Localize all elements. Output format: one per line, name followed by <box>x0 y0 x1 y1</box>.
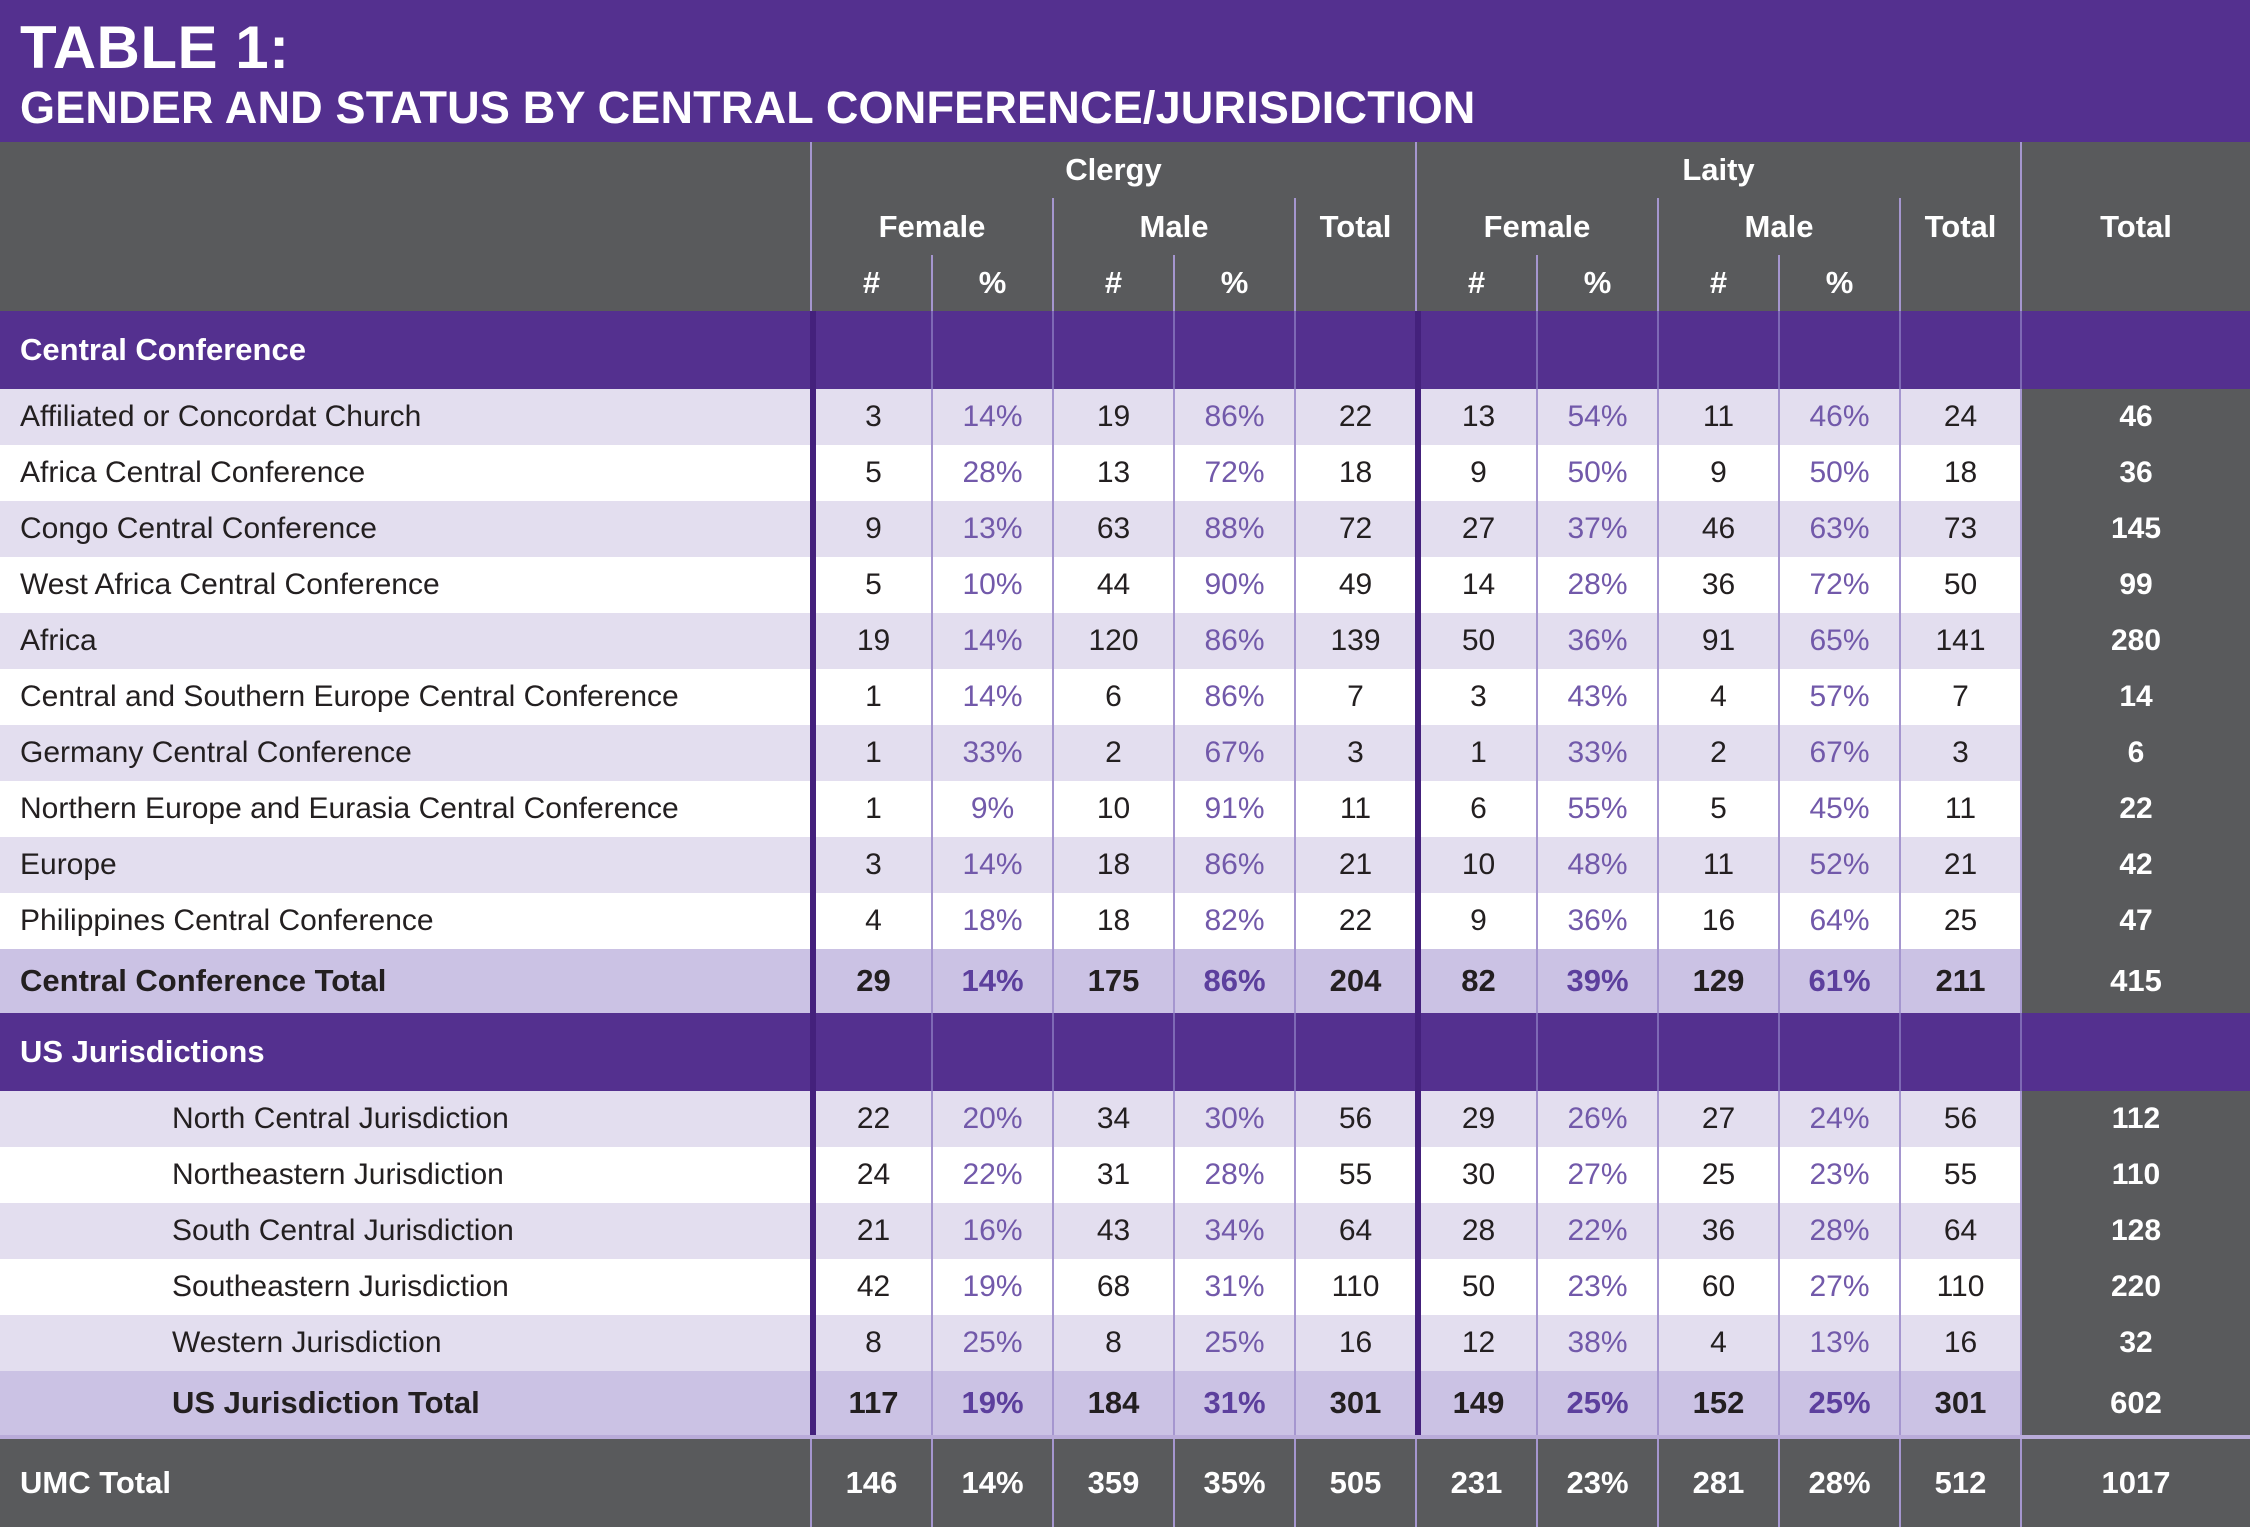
count-value: 64 <box>1899 1203 2020 1259</box>
header-laity-female: Female <box>1415 198 1657 255</box>
count-value: 129 <box>1657 949 1778 1013</box>
percent-value: 19% <box>931 1259 1052 1315</box>
count-value: 4 <box>1657 1315 1778 1371</box>
count-value: 11 <box>1294 781 1415 837</box>
row-label: Congo Central Conference <box>20 512 377 545</box>
percent-value: 86% <box>1173 613 1294 669</box>
count-value: 152 <box>1657 1371 1778 1435</box>
count-value: 50 <box>1899 557 2020 613</box>
count-value: 3 <box>810 389 931 445</box>
row-label: Africa <box>20 624 97 657</box>
count-value: 16 <box>1294 1315 1415 1371</box>
count-value: 175 <box>1052 949 1173 1013</box>
header-clergy-female: Female <box>810 198 1052 255</box>
count-value: 21 <box>810 1203 931 1259</box>
count-value: 22 <box>1294 389 1415 445</box>
count-value: 22 <box>1294 893 1415 949</box>
percent-value: 28% <box>1778 1439 1899 1527</box>
count-value: 8 <box>810 1315 931 1371</box>
count-value: 149 <box>1415 1371 1536 1435</box>
table-row <box>0 893 2250 949</box>
row-label: West Africa Central Conference <box>20 568 440 601</box>
row-label: North Central Jurisdiction <box>172 1102 509 1135</box>
count-value: 64 <box>1294 1203 1415 1259</box>
header-grand-total: Total <box>2020 198 2250 255</box>
count-value: 3 <box>1899 725 2020 781</box>
count-value: 231 <box>1415 1439 1536 1527</box>
percent-value: 72% <box>1173 445 1294 501</box>
percent-value: 88% <box>1173 501 1294 557</box>
count-value: 55 <box>1899 1147 2020 1203</box>
percent-value: 25% <box>1536 1371 1657 1435</box>
section-filler-cell <box>1899 311 2020 389</box>
section-filler-cell <box>1052 1013 1173 1091</box>
row-label: South Central Jurisdiction <box>172 1214 514 1247</box>
percent-value: 65% <box>1778 613 1899 669</box>
count-value: 25 <box>1657 1147 1778 1203</box>
count-value: 44 <box>1052 557 1173 613</box>
percent-value: 45% <box>1778 781 1899 837</box>
percent-value: 82% <box>1173 893 1294 949</box>
section-filler-cell <box>1294 1013 1415 1091</box>
title-band <box>0 0 2250 142</box>
header-count-sign: # <box>810 255 931 311</box>
count-value: 110 <box>1899 1259 2020 1315</box>
percent-value: 86% <box>1173 949 1294 1013</box>
section-filler-cell <box>810 1013 931 1091</box>
header-count-sign: # <box>1052 255 1173 311</box>
table-row <box>0 1259 2250 1315</box>
count-value: 184 <box>1052 1371 1173 1435</box>
count-value: 13 <box>1052 445 1173 501</box>
grand-total-value: 415 <box>2020 949 2250 1013</box>
count-value: 9 <box>1657 445 1778 501</box>
row-label: US Jurisdiction Total <box>172 1385 480 1420</box>
percent-value: 14% <box>931 949 1052 1013</box>
row-label: UMC Total <box>20 1465 171 1500</box>
grand-total-value: 32 <box>2020 1315 2250 1371</box>
count-value: 281 <box>1657 1439 1778 1527</box>
section-filler-cell <box>1778 1013 1899 1091</box>
count-value: 10 <box>1415 837 1536 893</box>
count-value: 46 <box>1657 501 1778 557</box>
section-filler-cell <box>1173 311 1294 389</box>
percent-value: 67% <box>1778 725 1899 781</box>
percent-value: 9% <box>931 781 1052 837</box>
count-value: 110 <box>1294 1259 1415 1315</box>
row-label: Central and Southern Europe Central Conference <box>20 680 679 713</box>
count-value: 27 <box>1657 1091 1778 1147</box>
percent-value: 35% <box>1173 1439 1294 1527</box>
count-value: 56 <box>1294 1091 1415 1147</box>
section-filler-cell <box>1536 311 1657 389</box>
percent-value: 46% <box>1778 389 1899 445</box>
count-value: 359 <box>1052 1439 1173 1527</box>
count-value: 60 <box>1657 1259 1778 1315</box>
percent-value: 52% <box>1778 837 1899 893</box>
count-value: 1 <box>810 725 931 781</box>
percent-value: 20% <box>931 1091 1052 1147</box>
grand-total-value: 46 <box>2020 389 2250 445</box>
header-clergy-male: Male <box>1052 198 1294 255</box>
percent-value: 14% <box>931 389 1052 445</box>
percent-value: 86% <box>1173 837 1294 893</box>
section-filler-cell <box>1294 311 1415 389</box>
header-percent-sign: % <box>1536 255 1657 311</box>
count-value: 56 <box>1899 1091 2020 1147</box>
percent-value: 72% <box>1778 557 1899 613</box>
percent-value: 26% <box>1536 1091 1657 1147</box>
row-label: Africa Central Conference <box>20 456 366 489</box>
count-value: 3 <box>1415 669 1536 725</box>
grand-total-value: 220 <box>2020 1259 2250 1315</box>
count-value: 1 <box>810 781 931 837</box>
header-spacer <box>2020 255 2250 311</box>
count-value: 49 <box>1294 557 1415 613</box>
percent-value: 13% <box>931 501 1052 557</box>
section-title: US Jurisdictions <box>20 1034 265 1069</box>
percent-value: 25% <box>1778 1371 1899 1435</box>
percent-value: 38% <box>1536 1315 1657 1371</box>
section-filler-cell <box>931 1013 1052 1091</box>
header-percent-sign: % <box>931 255 1052 311</box>
count-value: 146 <box>810 1439 931 1527</box>
section-filler-cell <box>1536 1013 1657 1091</box>
section-filler-cell <box>2020 311 2250 389</box>
count-value: 2 <box>1052 725 1173 781</box>
percent-value: 91% <box>1173 781 1294 837</box>
table-row <box>0 501 2250 557</box>
count-value: 301 <box>1294 1371 1415 1435</box>
header-percent-sign: % <box>1173 255 1294 311</box>
count-value: 82 <box>1415 949 1536 1013</box>
table-row <box>0 389 2250 445</box>
section-filler-cell <box>2020 1013 2250 1091</box>
count-value: 3 <box>1294 725 1415 781</box>
table-row <box>0 1147 2250 1203</box>
header-spacer <box>0 198 810 255</box>
count-value: 12 <box>1415 1315 1536 1371</box>
count-value: 91 <box>1657 613 1778 669</box>
count-value: 5 <box>1657 781 1778 837</box>
grand-total-value: 112 <box>2020 1091 2250 1147</box>
count-value: 4 <box>1657 669 1778 725</box>
percent-value: 90% <box>1173 557 1294 613</box>
grand-total-value: 128 <box>2020 1203 2250 1259</box>
grand-total-value: 110 <box>2020 1147 2250 1203</box>
section-filler-cell <box>810 311 931 389</box>
count-value: 5 <box>810 557 931 613</box>
table-body <box>0 311 2250 1527</box>
count-value: 18 <box>1899 445 2020 501</box>
percent-value: 55% <box>1536 781 1657 837</box>
percent-value: 14% <box>931 613 1052 669</box>
count-value: 8 <box>1052 1315 1173 1371</box>
row-label: Germany Central Conference <box>20 736 412 769</box>
percent-value: 22% <box>1536 1203 1657 1259</box>
table-row <box>0 669 2250 725</box>
percent-value: 61% <box>1778 949 1899 1013</box>
percent-value: 18% <box>931 893 1052 949</box>
row-label: Affiliated or Concordat Church <box>20 400 422 433</box>
row-label: Central Conference Total <box>20 963 387 998</box>
count-value: 36 <box>1657 1203 1778 1259</box>
percent-value: 31% <box>1173 1259 1294 1315</box>
percent-value: 25% <box>1173 1315 1294 1371</box>
count-value: 6 <box>1052 669 1173 725</box>
count-value: 29 <box>810 949 931 1013</box>
header-spacer <box>2020 142 2250 198</box>
percent-value: 23% <box>1536 1259 1657 1315</box>
table-column-header <box>0 142 2250 311</box>
count-value: 19 <box>810 613 931 669</box>
table-row <box>0 1203 2250 1259</box>
percent-value: 28% <box>1778 1203 1899 1259</box>
table-subtitle: GENDER AND STATUS BY CENTRAL CONFERENCE/JURISDICTION <box>20 82 1476 133</box>
count-value: 5 <box>810 445 931 501</box>
count-value: 25 <box>1899 893 2020 949</box>
section-filler-cell <box>1415 311 1536 389</box>
percent-value: 31% <box>1173 1371 1294 1435</box>
count-value: 512 <box>1899 1439 2020 1527</box>
header-laity-male: Male <box>1657 198 1899 255</box>
section-filler-cell <box>1415 1013 1536 1091</box>
percent-value: 19% <box>931 1371 1052 1435</box>
header-group-clergy: Clergy <box>810 142 1415 198</box>
count-value: 55 <box>1294 1147 1415 1203</box>
grand-total-value: 36 <box>2020 445 2250 501</box>
percent-value: 25% <box>931 1315 1052 1371</box>
count-value: 50 <box>1415 613 1536 669</box>
table-row <box>0 557 2250 613</box>
count-value: 42 <box>810 1259 931 1315</box>
section-filler-cell <box>1173 1013 1294 1091</box>
percent-value: 33% <box>1536 725 1657 781</box>
count-value: 18 <box>1294 445 1415 501</box>
table-row <box>0 837 2250 893</box>
section-filler-cell <box>1778 311 1899 389</box>
count-value: 301 <box>1899 1371 2020 1435</box>
row-label: Northern Europe and Eurasia Central Conference <box>20 792 679 825</box>
percent-value: 28% <box>931 445 1052 501</box>
header-spacer <box>0 142 810 198</box>
header-group-laity: Laity <box>1415 142 2020 198</box>
count-value: 9 <box>810 501 931 557</box>
count-value: 72 <box>1294 501 1415 557</box>
count-value: 9 <box>1415 445 1536 501</box>
row-label: Western Jurisdiction <box>172 1326 442 1359</box>
count-value: 31 <box>1052 1147 1173 1203</box>
table-row <box>0 781 2250 837</box>
count-value: 34 <box>1052 1091 1173 1147</box>
percent-value: 64% <box>1778 893 1899 949</box>
row-label: Southeastern Jurisdiction <box>172 1270 509 1303</box>
count-value: 9 <box>1415 893 1536 949</box>
count-value: 6 <box>1415 781 1536 837</box>
count-value: 1 <box>1415 725 1536 781</box>
grand-total-value: 99 <box>2020 557 2250 613</box>
grand-total-value: 145 <box>2020 501 2250 557</box>
count-value: 21 <box>1294 837 1415 893</box>
row-label: Philippines Central Conference <box>20 904 434 937</box>
percent-value: 28% <box>1536 557 1657 613</box>
percent-value: 33% <box>931 725 1052 781</box>
count-value: 16 <box>1657 893 1778 949</box>
count-value: 24 <box>1899 389 2020 445</box>
table-row <box>0 725 2250 781</box>
count-value: 10 <box>1052 781 1173 837</box>
count-value: 14 <box>1415 557 1536 613</box>
grand-total-value: 6 <box>2020 725 2250 781</box>
percent-value: 86% <box>1173 669 1294 725</box>
count-value: 50 <box>1415 1259 1536 1315</box>
section-title: Central Conference <box>20 332 306 367</box>
count-value: 3 <box>810 837 931 893</box>
section-filler-cell <box>1657 1013 1778 1091</box>
percent-value: 27% <box>1778 1259 1899 1315</box>
count-value: 24 <box>810 1147 931 1203</box>
grand-total-value: 47 <box>2020 893 2250 949</box>
count-value: 36 <box>1657 557 1778 613</box>
percent-value: 14% <box>931 837 1052 893</box>
count-value: 13 <box>1415 389 1536 445</box>
count-value: 139 <box>1294 613 1415 669</box>
count-value: 2 <box>1657 725 1778 781</box>
count-value: 18 <box>1052 893 1173 949</box>
percent-value: 67% <box>1173 725 1294 781</box>
percent-value: 23% <box>1536 1439 1657 1527</box>
count-value: 1 <box>810 669 931 725</box>
section-header-row <box>0 1013 2250 1091</box>
header-percent-sign: % <box>1778 255 1899 311</box>
count-value: 16 <box>1899 1315 2020 1371</box>
table-row <box>0 445 2250 501</box>
row-label: Europe <box>20 848 117 881</box>
section-total-row <box>0 949 2250 1013</box>
row-label: Northeastern Jurisdiction <box>172 1158 504 1191</box>
count-value: 11 <box>1657 389 1778 445</box>
percent-value: 54% <box>1536 389 1657 445</box>
header-clergy-total: Total <box>1294 198 1415 255</box>
percent-value: 50% <box>1536 445 1657 501</box>
percent-value: 13% <box>1778 1315 1899 1371</box>
header-laity-total: Total <box>1899 198 2020 255</box>
percent-value: 14% <box>931 669 1052 725</box>
count-value: 120 <box>1052 613 1173 669</box>
count-value: 141 <box>1899 613 2020 669</box>
grand-total-value: 42 <box>2020 837 2250 893</box>
header-spacer <box>1294 255 1415 311</box>
percent-value: 28% <box>1173 1147 1294 1203</box>
percent-value: 36% <box>1536 613 1657 669</box>
count-value: 7 <box>1899 669 2020 725</box>
percent-value: 57% <box>1778 669 1899 725</box>
grand-total-value: 1017 <box>2020 1439 2250 1527</box>
header-count-sign: # <box>1657 255 1778 311</box>
count-value: 7 <box>1294 669 1415 725</box>
percent-value: 24% <box>1778 1091 1899 1147</box>
percent-value: 63% <box>1778 501 1899 557</box>
section-filler-cell <box>931 311 1052 389</box>
section-filler-cell <box>1899 1013 2020 1091</box>
percent-value: 37% <box>1536 501 1657 557</box>
count-value: 4 <box>810 893 931 949</box>
count-value: 117 <box>810 1371 931 1435</box>
table-row <box>0 1091 2250 1147</box>
count-value: 28 <box>1415 1203 1536 1259</box>
count-value: 22 <box>810 1091 931 1147</box>
count-value: 73 <box>1899 501 2020 557</box>
table-number-title: TABLE 1: <box>20 14 290 81</box>
count-value: 43 <box>1052 1203 1173 1259</box>
percent-value: 14% <box>931 1439 1052 1527</box>
percent-value: 36% <box>1536 893 1657 949</box>
umc-total-row <box>0 1435 2250 1527</box>
header-count-sign: # <box>1415 255 1536 311</box>
grand-total-value: 280 <box>2020 613 2250 669</box>
percent-value: 10% <box>931 557 1052 613</box>
section-header-row <box>0 311 2250 389</box>
grand-total-value: 14 <box>2020 669 2250 725</box>
grand-total-value: 602 <box>2020 1371 2250 1435</box>
count-value: 11 <box>1657 837 1778 893</box>
count-value: 18 <box>1052 837 1173 893</box>
count-value: 29 <box>1415 1091 1536 1147</box>
section-filler-cell <box>1657 311 1778 389</box>
percent-value: 16% <box>931 1203 1052 1259</box>
percent-value: 23% <box>1778 1147 1899 1203</box>
percent-value: 22% <box>931 1147 1052 1203</box>
table-row <box>0 1315 2250 1371</box>
count-value: 21 <box>1899 837 2020 893</box>
count-value: 63 <box>1052 501 1173 557</box>
count-value: 30 <box>1415 1147 1536 1203</box>
count-value: 505 <box>1294 1439 1415 1527</box>
percent-value: 48% <box>1536 837 1657 893</box>
percent-value: 86% <box>1173 389 1294 445</box>
header-spacer <box>0 255 810 311</box>
count-value: 204 <box>1294 949 1415 1013</box>
count-value: 27 <box>1415 501 1536 557</box>
table-row <box>0 613 2250 669</box>
count-value: 11 <box>1899 781 2020 837</box>
percent-value: 27% <box>1536 1147 1657 1203</box>
header-spacer <box>1899 255 2020 311</box>
percent-value: 39% <box>1536 949 1657 1013</box>
section-total-row <box>0 1371 2250 1435</box>
percent-value: 50% <box>1778 445 1899 501</box>
count-value: 211 <box>1899 949 2020 1013</box>
percent-value: 43% <box>1536 669 1657 725</box>
count-value: 68 <box>1052 1259 1173 1315</box>
section-filler-cell <box>1052 311 1173 389</box>
percent-value: 30% <box>1173 1091 1294 1147</box>
grand-total-value: 22 <box>2020 781 2250 837</box>
count-value: 19 <box>1052 389 1173 445</box>
percent-value: 34% <box>1173 1203 1294 1259</box>
